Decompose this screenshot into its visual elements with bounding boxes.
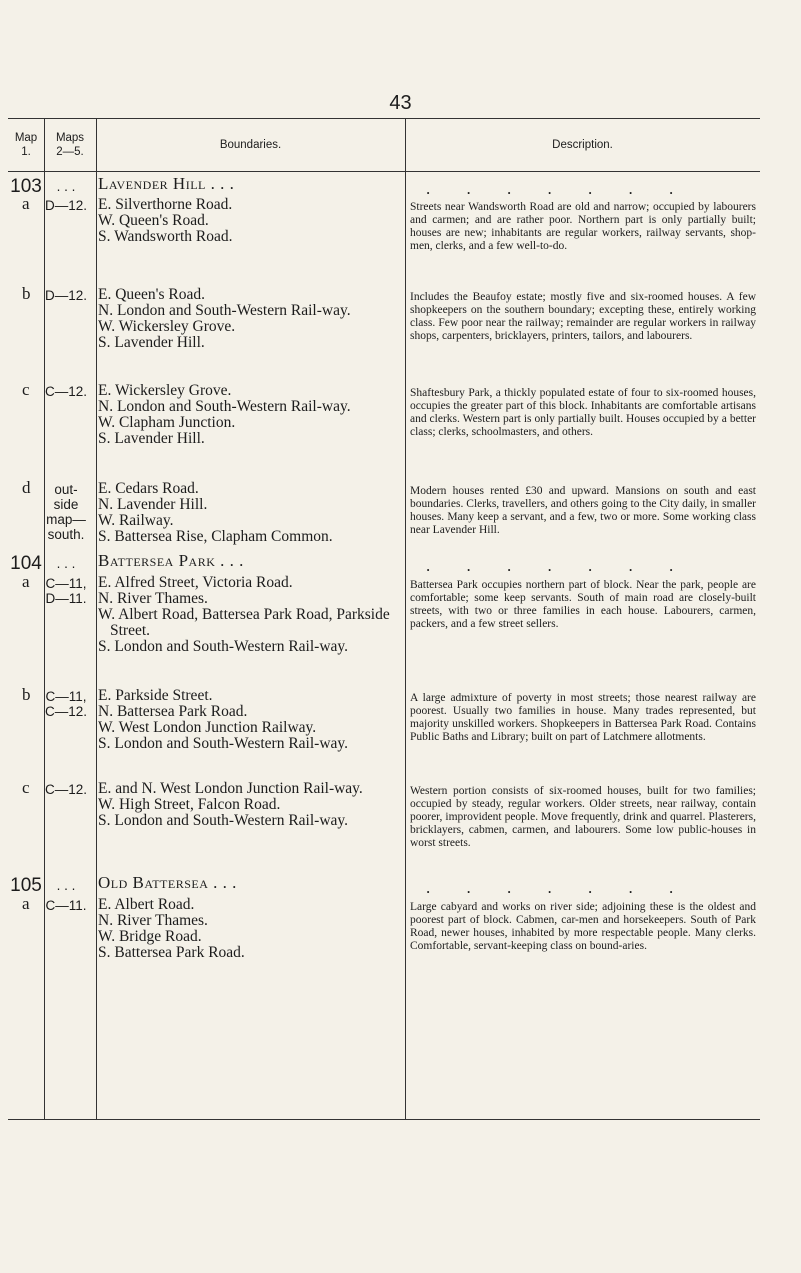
block-boundaries: E. Cedars Road. N. Lavender Hill. W. Railway. S. Battersea Rise, Clapham Common. <box>98 480 333 545</box>
block-letter: a <box>22 572 30 591</box>
header-description: Description. <box>552 139 613 151</box>
district-number: 104 <box>10 553 42 574</box>
district-number: 105 <box>10 875 42 896</box>
block-maps: C—11. <box>45 898 87 913</box>
column-divider <box>405 119 406 1119</box>
block-description: Large cabyard and works on river side; adjoining these is the oldest and poorest part of block. Cabmen, car-men and horsekeepers. South of Park Road, newer houses, inhabited by more respectable people. Many clerks. Comfortable, servant-keeping class on bound-aries. <box>410 901 756 952</box>
district-dots: . . . . . . . <box>426 179 690 198</box>
district-number: 103 <box>10 176 42 197</box>
block-boundaries: E. Albert Road. N. River Thames. W. Bridge Road. S. Battersea Park Road. <box>98 896 245 961</box>
block-description: Modern houses rented £30 and upward. Mansions on south and east boundaries. Clerks, travellers, and others going to the City daily, in smaller houses. Many keep a servant, and a few, two or more. Some working class near Lavender Hill. <box>410 485 756 536</box>
block-description: Western portion consists of six-roomed houses, built for two families; occupied by steady, regular workers. Older streets, near railway, contain poorer, improvident people. Move frequently, drink and quarrel. Plasterers, bricklayers, cabmen, carmen, and labourers. Some low public-houses in worst streets. <box>410 785 756 849</box>
district-dots: . . . . . . . <box>426 878 690 897</box>
district-maps: . . . <box>56 179 76 194</box>
district-maps: . . . <box>56 556 76 571</box>
block-letter: b <box>22 284 31 303</box>
block-boundaries: E. Parkside Street. N. Battersea Park Road. W. West London Junction Railway. S. London and South-Western Rail-way. <box>98 687 349 752</box>
block-boundaries: E. Silverthorne Road. W. Queen's Road. S. Wandsworth Road. <box>98 196 233 245</box>
block-maps: C—11, D—11. <box>45 576 87 606</box>
column-divider <box>44 119 45 1119</box>
column-divider <box>96 119 97 1119</box>
block-maps: D—12. <box>44 288 88 303</box>
header-divider <box>8 171 760 172</box>
block-maps: D—12. <box>44 198 88 213</box>
block-letter: c <box>22 380 30 399</box>
block-description: Includes the Beaufoy estate; mostly five and six-roomed houses. A few shopkeepers on the southern boundary; excepting these, entirely working class. Few poor near the railway; remainder are regular workers in railway shops, carpenters, bricklayers, printers, tailors, and labourers. <box>410 291 756 342</box>
block-letter: b <box>22 685 31 704</box>
block-letter: c <box>22 778 30 797</box>
district-name: Old Battersea . . . <box>98 873 237 892</box>
block-description: Shaftesbury Park, a thickly populated estate of four to six-roomed houses, occupies the greater part of this block. Inhabitants are comfortable artisans and clerks. Western part is only partially built. Houses occupied by a better class; clerks, schoolmasters, and others. <box>410 387 756 438</box>
block-boundaries: E. Wickersley Grove. N. London and South-Western Rail-way. W. Clapham Junction. S. Lavender Hill. <box>98 382 351 447</box>
block-description: A large admixture of poverty in most streets; those nearest railway are poorest. Usually two families in house. Many trades represented, but majority unskilled workers. Shopkeepers in Battersea Park Road. Contains Public Baths and Library; built on part of Latchmere allotments. <box>410 692 756 743</box>
header-maps: Maps 2—5. <box>55 132 85 158</box>
block-boundaries: E. Queen's Road. N. London and South-Western Rail-way. W. Wickersley Grove. S. Lavender Hill. <box>98 286 351 351</box>
block-boundaries: E. and N. West London Junction Rail-way. W. High Street, Falcon Road. S. London and South-Western Rail-way. <box>98 780 363 829</box>
block-description: Streets near Wandsworth Road are old and narrow; occupied by labourers and carmen; and are rather poor. Northern part is only partially built; houses are new; inhabitants are regular workers, railway servants, shop-men, clerks, and a few well-to-do. <box>410 201 756 252</box>
block-letter: d <box>22 478 31 497</box>
header-boundaries: Boundaries. <box>219 139 282 151</box>
district-name: Lavender Hill . . . <box>98 174 235 193</box>
block-maps: C—12. <box>44 384 88 399</box>
district-table <box>8 118 760 1120</box>
block-maps: C—12. <box>44 782 88 797</box>
block-maps: C—11, C—12. <box>44 689 88 719</box>
district-name: Battersea Park . . . <box>98 551 244 570</box>
block-letter: a <box>22 194 30 213</box>
page-number: 43 <box>389 92 412 114</box>
block-letter: a <box>22 894 30 913</box>
district-maps: . . . <box>56 878 76 893</box>
header-map: Map 1. <box>14 132 38 158</box>
district-dots: . . . . . . . <box>426 556 690 575</box>
block-boundaries: E. Alfred Street, Victoria Road. N. River Thames. W. Albert Road, Battersea Park Road, Parkside Street. S. London and South-Western Rail-way. <box>98 574 390 655</box>
block-maps: out- side map— south. <box>46 482 86 542</box>
block-description: Battersea Park occupies northern part of block. Near the park, people are comfortable; some keep servants. South of main road are closely-built streets, with two or three families in each house. Labourers, carmen, packers, and a few street sellers. <box>410 579 756 630</box>
